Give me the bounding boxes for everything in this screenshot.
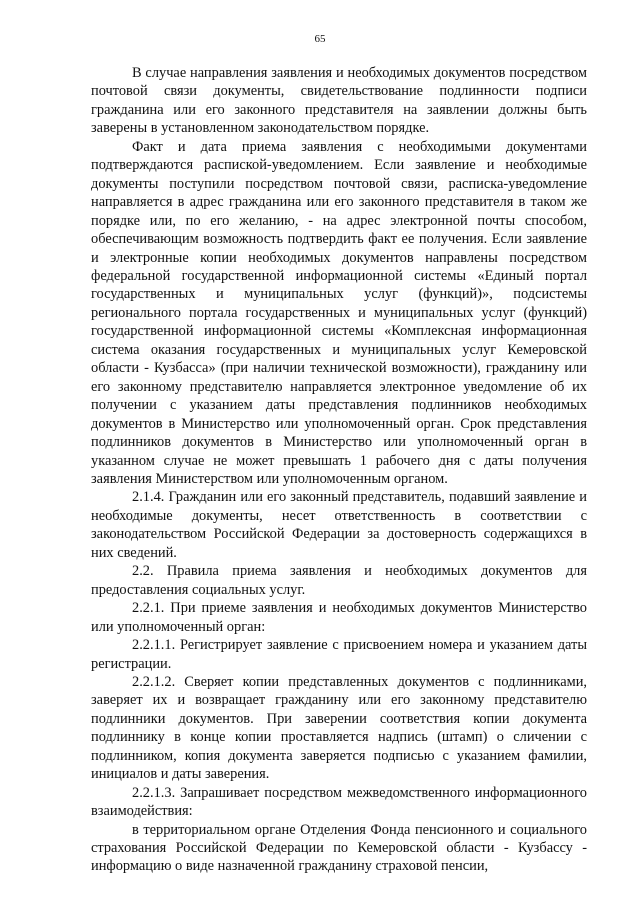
paragraph-2-2-1: 2.2.1. При приеме заявления и необходимых документов Министерство или уполномоченный орган: bbox=[91, 600, 587, 635]
paragraph-postal-submission: В случае направления заявления и необходимых документов посредством почтовой связи документы, свидетельствование подлинности подписи гражданина или его законного представителя на заявлении должны быть заверены в установленном законодательством порядке. bbox=[91, 65, 587, 137]
paragraph-2-2-1-2: 2.2.1.2. Сверяет копии представленных документов с подлинниками, заверяет их и возвращает гражданину или его законному представителю подлинники документов. При заверении соответствия копии документа подлиннику в конце копии проставляется надпись (штамп) о сличении с подлинником, копия документа заверяется подписью с указанием фамилии, инициалов и даты заверения. bbox=[91, 673, 587, 783]
paragraph-2-2: 2.2. Правила приема заявления и необходимых документов для предоставления социальных услуг. bbox=[91, 563, 587, 598]
paragraph-pension-fund-request: в территориальном органе Отделения Фонда пенсионного и социального страхования Российской Федерации по Кемеровской области - Кузбассу - информацию о виде назначенной гражданину страховой пенсии, bbox=[91, 821, 587, 875]
document-body bbox=[91, 64, 587, 876]
paragraph-2-2-1-3: 2.2.1.3. Запрашивает посредством межведомственного информационного взаимодействия: bbox=[91, 784, 587, 820]
paragraph-2-1-4: 2.1.4. Гражданин или его законный представитель, подавший заявление и необходимые документы, несет ответственность в соответствии с законодательством Российской Федерации за достоверность содержащихся в них сведений. bbox=[91, 489, 587, 561]
paragraph-receipt-notification: Факт и дата приема заявления с необходимыми документами подтверждаются распиской-уведомлением. Если заявление и необходимые документы поступили посредством почтовой связи, расписка-уведомление направляется в адрес гражданина или его законного представителя в таком же порядке или, по его желанию, - на адрес электронной почты способом, обеспечивающим возможность подтвердить факт ее получения. Если заявление и электронные копии необходимых документов направлены посредством федеральной государственной информационной системы «Единый портал государственных и муниципальных услуг (функций)», подсистемы регионального портала государственных и муниципальных услуг (функций) государственной информационной системы «Комплексная информационная система оказания государственных и муниципальных услуг Кемеровской области - Кузбасса» (при наличии технической возможности), гражданину или его законному представителю направляется электронное уведомление об их получении с указанием даты представления подлинников необходимых документов в Министерство или уполномоченный орган. Срок представления подлинников документов в Министерство или уполномоченный орган в указанном случае не может превышать 1 рабочего дня с даты получения заявления Министерством или уполномоченным органом. bbox=[91, 138, 587, 487]
paragraph-2-2-1-1: 2.2.1.1. Регистрирует заявление с присвоением номера и указанием даты регистрации. bbox=[91, 637, 587, 672]
page-number: 65 bbox=[314, 33, 326, 45]
